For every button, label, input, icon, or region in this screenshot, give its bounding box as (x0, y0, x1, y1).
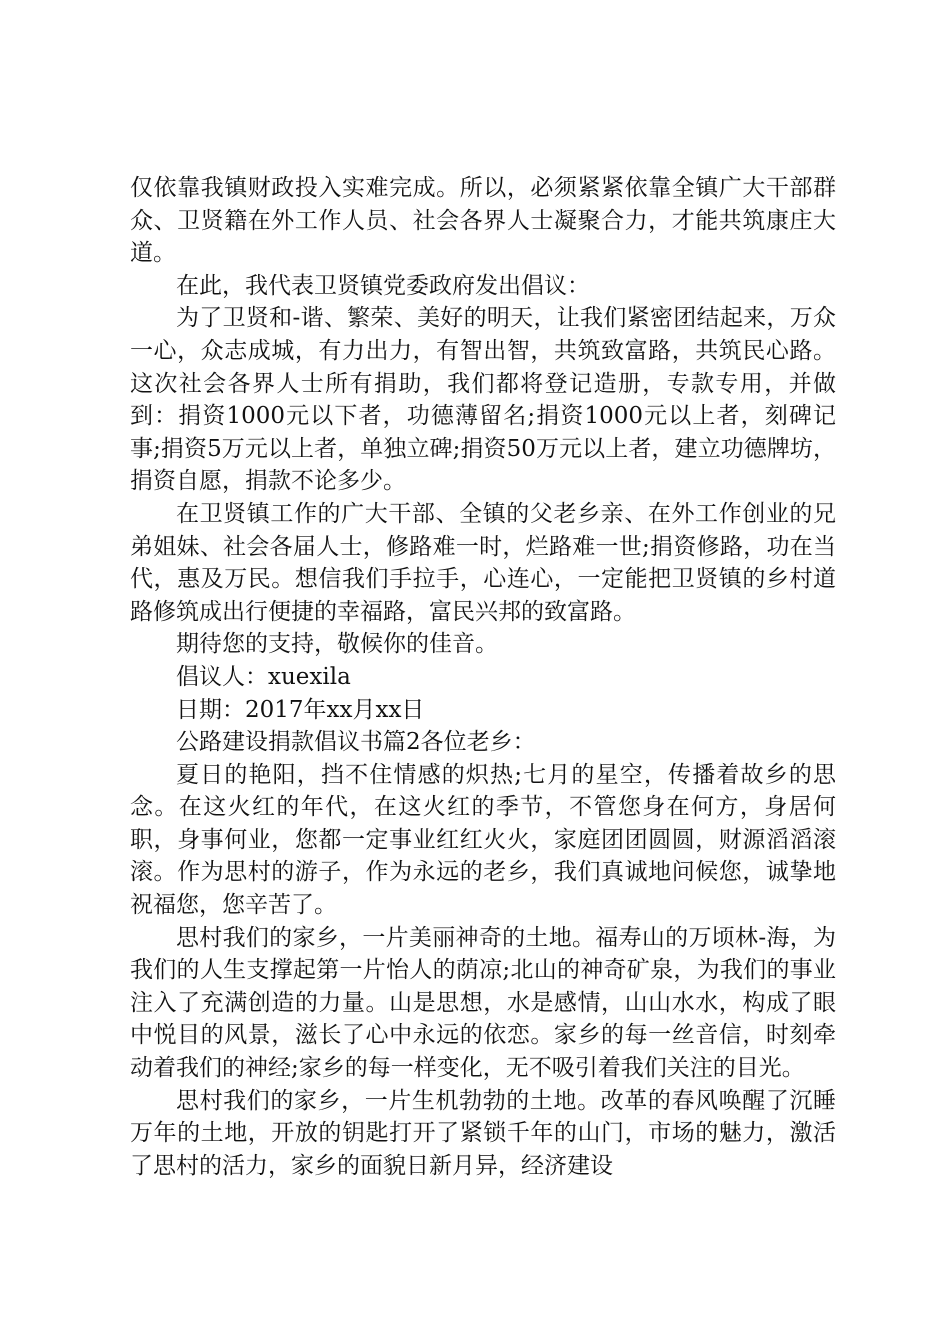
document-body (130, 172, 836, 1182)
date-line: 日期：2017年xx月xx日 (176, 696, 425, 723)
paragraph: 夏日的艳阳，挡不住情感的炽热;七月的星空，传播着故乡的思念。在这火红的年代，在这火红的季节，不管您身在何方，身居何职，身事何业，您都一定事业红红火火，家庭团团圆圆，财源滔滔滚滚。作为思村的游子，作为永远的老乡，我们真诚地问候您，诚挚地祝福您，您辛苦了。 (130, 761, 836, 919)
paragraph: 仅依靠我镇财政投入实难完成。所以，必须紧紧依靠全镇广大干部群众、卫贤籍在外工作人员、社会各界人士凝聚合力，才能共筑康庄大道。 (130, 175, 836, 267)
paragraph: 思村我们的家乡，一片美丽神奇的土地。福寿山的万顷林-海，为我们的人生支撑起第一片怡人的荫凉;北山的神奇矿泉，为我们的事业注入了充满创造的力量。山是思想，水是感情，山山水水，构成了眼中悦目的风景，滋长了心中永远的依恋。家乡的每一丝音信，时刻牵动着我们的神经;家乡的每一样变化，无不吸引着我们关注的目光。 (130, 924, 836, 1082)
paragraph: 在卫贤镇工作的广大干部、全镇的父老乡亲、在外工作创业的兄弟姐妹、社会各届人士，修路难一时，烂路难一世;捐资修路，功在当代，惠及万民。想信我们手拉手，心连心，一定能把卫贤镇的乡村道路修筑成出行便捷的幸福路，富民兴邦的致富路。 (130, 500, 836, 625)
paragraph: 在此，我代表卫贤镇党委政府发出倡议： (176, 272, 590, 299)
paragraph: 为了卫贤和-谐、繁荣、美好的明天，让我们紧密团结起来，万众一心，众志成城，有力出力，有智出智，共筑致富路，共筑民心路。这次社会各界人士所有捐助，我们都将登记造册，专款专用，并做到：捐资1000元以下者，功德薄留名;捐资1000元以上者，刻碑记事;捐资5万元以上者，单独立碑;捐资50万元以上者，建立功德牌坊，捐资自愿，捐款不论多少。 (130, 305, 836, 495)
section-heading-line: 公路建设捐款倡议书篇2各位老乡： (176, 729, 536, 756)
paragraph: 期待您的支持，敬候你的佳音。 (176, 631, 498, 658)
paragraph: 思村我们的家乡，一片生机勃勃的土地。改革的春风唤醒了沉睡万年的土地，开放的钥匙打开了紧锁千年的山门，市场的魅力，激活了思村的活力，家乡的面貌日新月异，经济建设 (130, 1087, 836, 1179)
signatory-line: 倡议人：xuexila (176, 663, 351, 690)
